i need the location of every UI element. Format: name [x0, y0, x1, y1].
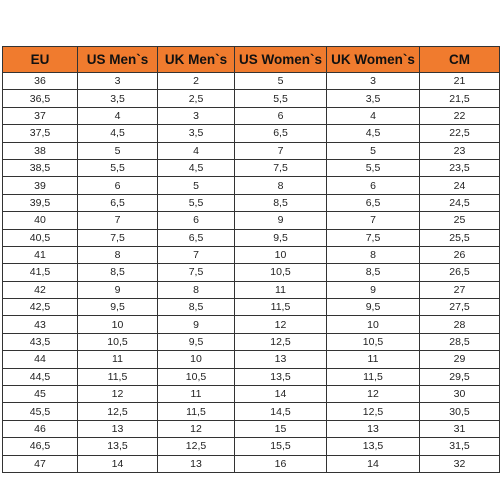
cell-uk-mens: 12,5	[158, 438, 235, 455]
cell-us-mens: 5,5	[78, 159, 158, 176]
cell-us-mens: 7,5	[78, 229, 158, 246]
cell-cm: 23	[420, 142, 500, 159]
table-row	[3, 420, 500, 437]
cell-us-mens: 13,5	[78, 438, 158, 455]
cell-uk-mens: 3	[158, 107, 235, 124]
cell-uk-womens: 11,5	[327, 368, 420, 385]
table-row	[3, 455, 500, 472]
cell-cm: 31	[420, 420, 500, 437]
cell-cm: 21	[420, 73, 500, 90]
cell-us-mens: 4,5	[78, 125, 158, 142]
cell-eu: 47	[3, 455, 78, 472]
cell-cm: 29	[420, 351, 500, 368]
cell-uk-mens: 6	[158, 212, 235, 229]
cell-uk-womens: 13,5	[327, 438, 420, 455]
cell-uk-womens: 5	[327, 142, 420, 159]
cell-uk-mens: 11	[158, 386, 235, 403]
cell-uk-womens: 12	[327, 386, 420, 403]
cell-eu: 44	[3, 351, 78, 368]
cell-uk-womens: 3	[327, 73, 420, 90]
cell-us-mens: 13	[78, 420, 158, 437]
cell-cm: 25	[420, 212, 500, 229]
cell-uk-mens: 5,5	[158, 194, 235, 211]
cell-us-mens: 7	[78, 212, 158, 229]
cell-us-womens: 8	[235, 177, 327, 194]
cell-cm: 30	[420, 386, 500, 403]
table-row	[3, 73, 500, 90]
header-row	[3, 47, 500, 73]
cell-eu: 36,5	[3, 90, 78, 107]
cell-us-womens: 5,5	[235, 90, 327, 107]
cell-cm: 28,5	[420, 333, 500, 350]
cell-uk-mens: 10,5	[158, 368, 235, 385]
cell-us-womens: 8,5	[235, 194, 327, 211]
cell-us-mens: 11	[78, 351, 158, 368]
cell-uk-mens: 8,5	[158, 299, 235, 316]
cell-uk-mens: 9,5	[158, 333, 235, 350]
header-eu: EU	[3, 47, 78, 73]
cell-uk-womens: 9	[327, 281, 420, 298]
cell-us-womens: 13,5	[235, 368, 327, 385]
cell-cm: 27,5	[420, 299, 500, 316]
cell-us-mens: 9,5	[78, 299, 158, 316]
cell-us-mens: 8	[78, 246, 158, 263]
table-row	[3, 333, 500, 350]
cell-us-mens: 9	[78, 281, 158, 298]
cell-cm: 32	[420, 455, 500, 472]
cell-eu: 39,5	[3, 194, 78, 211]
cell-uk-womens: 13	[327, 420, 420, 437]
cell-eu: 41,5	[3, 264, 78, 281]
cell-uk-mens: 13	[158, 455, 235, 472]
cell-cm: 24	[420, 177, 500, 194]
cell-cm: 26,5	[420, 264, 500, 281]
cell-cm: 29,5	[420, 368, 500, 385]
cell-eu: 41	[3, 246, 78, 263]
cell-us-mens: 4	[78, 107, 158, 124]
cell-us-womens: 9	[235, 212, 327, 229]
cell-eu: 45	[3, 386, 78, 403]
cell-uk-mens: 11,5	[158, 403, 235, 420]
cell-us-womens: 11,5	[235, 299, 327, 316]
table-row	[3, 212, 500, 229]
header-uk-mens: UK Men`s	[158, 47, 235, 73]
cell-eu: 46	[3, 420, 78, 437]
table-row	[3, 194, 500, 211]
table-row	[3, 386, 500, 403]
table-row	[3, 142, 500, 159]
cell-uk-womens: 7,5	[327, 229, 420, 246]
cell-eu: 42	[3, 281, 78, 298]
size-chart-body	[3, 73, 500, 473]
cell-cm: 22,5	[420, 125, 500, 142]
table-row	[3, 403, 500, 420]
cell-eu: 40	[3, 212, 78, 229]
cell-eu: 43	[3, 316, 78, 333]
cell-us-mens: 5	[78, 142, 158, 159]
cell-us-womens: 14	[235, 386, 327, 403]
cell-us-mens: 12,5	[78, 403, 158, 420]
cell-uk-womens: 10,5	[327, 333, 420, 350]
cell-us-mens: 3,5	[78, 90, 158, 107]
cell-uk-mens: 12	[158, 420, 235, 437]
table-row	[3, 246, 500, 263]
cell-us-womens: 13	[235, 351, 327, 368]
cell-us-womens: 10,5	[235, 264, 327, 281]
cell-eu: 43,5	[3, 333, 78, 350]
table-row	[3, 229, 500, 246]
cell-uk-mens: 3,5	[158, 125, 235, 142]
cell-cm: 23,5	[420, 159, 500, 176]
cell-uk-womens: 8	[327, 246, 420, 263]
cell-eu: 37,5	[3, 125, 78, 142]
cell-uk-womens: 4,5	[327, 125, 420, 142]
cell-eu: 45,5	[3, 403, 78, 420]
header-cm: CM	[420, 47, 500, 73]
cell-uk-mens: 4,5	[158, 159, 235, 176]
size-chart-table	[2, 46, 500, 473]
cell-cm: 31,5	[420, 438, 500, 455]
cell-us-womens: 16	[235, 455, 327, 472]
cell-uk-mens: 7	[158, 246, 235, 263]
cell-cm: 30,5	[420, 403, 500, 420]
cell-eu: 44,5	[3, 368, 78, 385]
cell-uk-womens: 9,5	[327, 299, 420, 316]
cell-us-womens: 12	[235, 316, 327, 333]
cell-us-womens: 6,5	[235, 125, 327, 142]
cell-uk-womens: 10	[327, 316, 420, 333]
cell-us-womens: 5	[235, 73, 327, 90]
cell-us-womens: 9,5	[235, 229, 327, 246]
cell-uk-mens: 9	[158, 316, 235, 333]
cell-eu: 38,5	[3, 159, 78, 176]
cell-us-womens: 12,5	[235, 333, 327, 350]
cell-us-womens: 11	[235, 281, 327, 298]
cell-uk-mens: 2,5	[158, 90, 235, 107]
cell-uk-mens: 7,5	[158, 264, 235, 281]
cell-us-mens: 6,5	[78, 194, 158, 211]
cell-us-womens: 7,5	[235, 159, 327, 176]
cell-uk-womens: 8,5	[327, 264, 420, 281]
cell-uk-womens: 6	[327, 177, 420, 194]
table-row	[3, 299, 500, 316]
cell-uk-womens: 12,5	[327, 403, 420, 420]
cell-us-mens: 12	[78, 386, 158, 403]
cell-us-mens: 11,5	[78, 368, 158, 385]
cell-eu: 37	[3, 107, 78, 124]
size-chart-header	[3, 47, 500, 73]
table-row	[3, 177, 500, 194]
header-us-mens: US Men`s	[78, 47, 158, 73]
table-row	[3, 264, 500, 281]
cell-cm: 22	[420, 107, 500, 124]
table-row	[3, 159, 500, 176]
cell-us-womens: 14,5	[235, 403, 327, 420]
cell-eu: 46,5	[3, 438, 78, 455]
cell-uk-mens: 4	[158, 142, 235, 159]
cell-eu: 38	[3, 142, 78, 159]
cell-uk-womens: 7	[327, 212, 420, 229]
table-row	[3, 90, 500, 107]
cell-us-womens: 15	[235, 420, 327, 437]
cell-cm: 28	[420, 316, 500, 333]
table-row	[3, 351, 500, 368]
header-uk-womens: UK Women`s	[327, 47, 420, 73]
cell-eu: 39	[3, 177, 78, 194]
cell-us-womens: 6	[235, 107, 327, 124]
cell-us-mens: 10,5	[78, 333, 158, 350]
cell-eu: 36	[3, 73, 78, 90]
cell-uk-womens: 14	[327, 455, 420, 472]
cell-us-mens: 10	[78, 316, 158, 333]
cell-cm: 26	[420, 246, 500, 263]
table-row	[3, 281, 500, 298]
cell-uk-womens: 3,5	[327, 90, 420, 107]
table-row	[3, 125, 500, 142]
table-row	[3, 316, 500, 333]
header-us-womens: US Women`s	[235, 47, 327, 73]
cell-cm: 24,5	[420, 194, 500, 211]
cell-eu: 42,5	[3, 299, 78, 316]
cell-uk-mens: 8	[158, 281, 235, 298]
cell-cm: 21,5	[420, 90, 500, 107]
cell-eu: 40,5	[3, 229, 78, 246]
cell-cm: 27	[420, 281, 500, 298]
cell-uk-mens: 2	[158, 73, 235, 90]
cell-cm: 25,5	[420, 229, 500, 246]
cell-uk-womens: 4	[327, 107, 420, 124]
cell-us-womens: 10	[235, 246, 327, 263]
cell-us-mens: 8,5	[78, 264, 158, 281]
cell-us-mens: 14	[78, 455, 158, 472]
cell-us-womens: 15,5	[235, 438, 327, 455]
cell-us-mens: 6	[78, 177, 158, 194]
table-row	[3, 107, 500, 124]
cell-us-mens: 3	[78, 73, 158, 90]
cell-uk-womens: 5,5	[327, 159, 420, 176]
table-row	[3, 368, 500, 385]
cell-uk-mens: 10	[158, 351, 235, 368]
cell-uk-womens: 11	[327, 351, 420, 368]
cell-uk-womens: 6,5	[327, 194, 420, 211]
table-row	[3, 438, 500, 455]
cell-us-womens: 7	[235, 142, 327, 159]
cell-uk-mens: 5	[158, 177, 235, 194]
cell-uk-mens: 6,5	[158, 229, 235, 246]
